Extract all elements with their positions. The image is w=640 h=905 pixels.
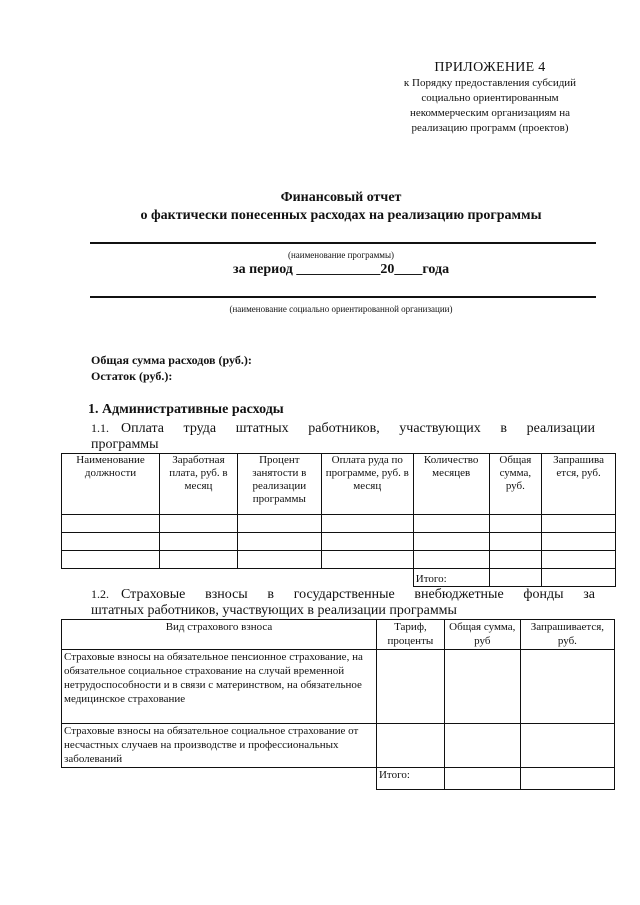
- total-sum-label: Общая сумма расходов (руб.):: [91, 353, 252, 367]
- salary-table: [61, 453, 616, 587]
- table-cell[interactable]: [376, 650, 444, 724]
- subsection-1-1: [91, 420, 595, 453]
- table-cell[interactable]: [160, 551, 238, 569]
- table-cell[interactable]: [413, 533, 489, 551]
- report-period: за период ____________20____года: [232, 262, 450, 277]
- table-row: [62, 724, 615, 768]
- subsection-1-2-line: 1.2. Страховые взносы в государственные внебюджетные фонды за: [91, 587, 595, 602]
- program-caption: (наименование программы): [287, 250, 395, 260]
- org-name-line: [90, 296, 596, 298]
- table-cell[interactable]: [160, 515, 238, 533]
- table-cell[interactable]: [542, 551, 616, 569]
- appendix-block: [380, 60, 600, 136]
- table-cell[interactable]: [62, 515, 160, 533]
- table-row: [62, 551, 616, 569]
- table-cell[interactable]: [520, 650, 614, 724]
- total-row: [62, 768, 615, 790]
- insurance-type-cell: Страховые взносы на обязательное социальное страхование от несчастных случаев на производстве и профессиональных заболеваний: [62, 724, 377, 768]
- table-cell[interactable]: [444, 768, 520, 790]
- appendix-line: к Порядку предоставления субсидий: [403, 77, 577, 89]
- table-cell[interactable]: [160, 533, 238, 551]
- table-header: Процент занятости в реализации программы: [237, 454, 321, 515]
- table-cell[interactable]: [489, 515, 542, 533]
- subsection-1-2-num: 1.2.: [91, 587, 109, 601]
- table-cell[interactable]: [489, 533, 542, 551]
- table-cell[interactable]: [444, 650, 520, 724]
- table-header: Тариф, проценты: [376, 620, 444, 650]
- table-header: Оплата руда по программе, руб. в месяц: [321, 454, 413, 515]
- subsection-1-2: [91, 586, 595, 619]
- table-cell[interactable]: [62, 533, 160, 551]
- appendix-line: некоммерческим организациям на: [409, 107, 571, 119]
- program-name-line: [90, 242, 596, 244]
- appendix-title: ПРИЛОЖЕНИЕ 4: [434, 60, 546, 75]
- subsection-1-1-num: 1.1.: [91, 421, 109, 435]
- table-header: Общая сумма, руб: [444, 620, 520, 650]
- table-row: [62, 533, 616, 551]
- table-cell[interactable]: [321, 551, 413, 569]
- table-cell[interactable]: [444, 724, 520, 768]
- table-cell[interactable]: [376, 724, 444, 768]
- appendix-line: реализацию программ (проектов): [411, 122, 569, 134]
- table-row: [62, 650, 615, 724]
- table-cell[interactable]: [237, 533, 321, 551]
- table-cell[interactable]: [321, 515, 413, 533]
- table-cell[interactable]: [542, 569, 616, 587]
- table-header: Запрашива ется, руб.: [542, 454, 616, 515]
- table-header: Запрашивается, руб.: [520, 620, 614, 650]
- table-cell[interactable]: [520, 768, 614, 790]
- table-header: Наименование должности: [62, 454, 160, 515]
- total-label: Итого:: [413, 569, 489, 587]
- section-heading: 1. Административные расходы: [88, 402, 284, 417]
- org-caption: (наименование социально ориентированной организации): [229, 304, 453, 314]
- table-cell[interactable]: [62, 551, 160, 569]
- subsection-1-1-line: 1.1. Оплата труда штатных работников, участвующих в реализации: [91, 421, 595, 436]
- subsection-1-2-line2: штатных работников, участвующих в реализации программы: [91, 603, 457, 618]
- total-row: [62, 569, 616, 587]
- appendix-line: социально ориентированным: [421, 92, 559, 104]
- table-cell[interactable]: [489, 569, 542, 587]
- total-label: Итого:: [376, 768, 444, 790]
- table-cell[interactable]: [237, 515, 321, 533]
- report-title: Финансовый отчет: [280, 190, 402, 205]
- table-row: [62, 515, 616, 533]
- subsection-1-1-line2: программы: [91, 437, 159, 452]
- table-cell[interactable]: [520, 724, 614, 768]
- table-cell[interactable]: [489, 551, 542, 569]
- report-subtitle: о фактически понесенных расходах на реализацию программы: [140, 208, 542, 223]
- insurance-type-cell: Страховые взносы на обязательное пенсионное страхование, на обязательное социальное страхование на случай временной нетрудоспособности и в связи с материнством, на обязательное медицинское страхование: [62, 650, 377, 724]
- table-cell[interactable]: [413, 515, 489, 533]
- table-cell[interactable]: [542, 515, 616, 533]
- table-header: Вид страхового взноса: [62, 620, 377, 650]
- table-header: Заработная плата, руб. в месяц: [160, 454, 238, 515]
- table-cell[interactable]: [321, 533, 413, 551]
- table-cell[interactable]: [542, 533, 616, 551]
- balance-label: Остаток (руб.):: [91, 369, 173, 383]
- table-cell[interactable]: [413, 551, 489, 569]
- table-cell[interactable]: [237, 551, 321, 569]
- table-header: Общая сумма, руб.: [489, 454, 542, 515]
- table-header: Количество месяцев: [413, 454, 489, 515]
- insurance-table: [61, 619, 615, 790]
